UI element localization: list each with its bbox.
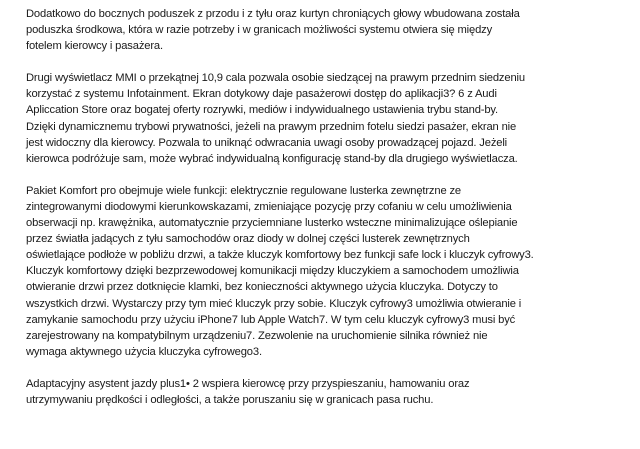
text-line: wszystkich drzwi. Wystarczy przy tym mieć kluczyk przy sobie. Kluczyk cyfrowy3 umożliwia otwieranie i bbox=[26, 297, 522, 310]
text-line: oświetlające podłoże w pobliżu drzwi, a także kluczyk komfortowy bez funkcji safe lock i kluczyk cyfrowy3. bbox=[26, 249, 534, 262]
text-line: zamykanie samochodu przy użyciu iPhone7 lub Apple Watch7. W tym celu kluczyk cyfrowy3 musi być bbox=[26, 313, 516, 326]
text-line: obserwacji np. krawężnika, automatycznie przyciemniane lusterko wsteczne minimalizujące oślepianie bbox=[26, 217, 518, 230]
document-body bbox=[26, 6, 626, 424]
text-line: Kluczyk komfortowy dzięki bezprzewodowej komunikacji między kluczykiem a samochodem umożliwia bbox=[26, 265, 519, 278]
paragraph bbox=[26, 376, 626, 408]
text-line: otwieranie drzwi przez dotknięcie klamki, bez konieczności aktywnego użycia kluczyka. Dotyczy to bbox=[26, 281, 498, 294]
text-line: korzystać z systemu Infotainment. Ekran dotykowy daje pasażerowi dostęp do aplikacji3? 6 z Audi bbox=[26, 88, 497, 101]
paragraph bbox=[26, 183, 626, 360]
paragraph bbox=[26, 6, 626, 54]
text-line: zarejestrowany na kompatybilnym urządzeniu7. Zezwolenie na uruchomienie silnika również nie bbox=[26, 329, 488, 342]
text-line: poduszka środkowa, która w razie potrzeby i w granicach możliwości systemu otwiera się między bbox=[26, 24, 493, 37]
text-line: wymaga aktywnego użycia kluczyka cyfrowego3. bbox=[26, 345, 262, 358]
text-line: Drugi wyświetlacz MMI o przekątnej 10,9 cala pozwala osobie siedzącej na prawym przednim siedzeniu bbox=[26, 72, 525, 85]
text-line: zintegrowanymi diodowymi kierunkowskazami, zmieniające pozycję przy cofaniu w celu umożliwienia bbox=[26, 200, 512, 213]
text-line: utrzymywaniu prędkości i odległości, a także poruszaniu się w granicach pasa ruchu. bbox=[26, 393, 434, 406]
paragraph bbox=[26, 70, 626, 167]
text-line: jest widoczny dla kierowcy. Pozwala to uniknąć odwracania uwagi osoby prowadzącej pojazd. Jeżeli bbox=[26, 136, 508, 149]
text-line: przez światła jadących z tyłu samochodów oraz diody w dolnej części lusterek zewnętrznych bbox=[26, 233, 470, 246]
text-line: Adaptacyjny asystent jazdy plus1• 2 wspiera kierowcę przy przyspieszaniu, hamowaniu oraz bbox=[26, 377, 470, 390]
text-line: Dodatkowo do bocznych poduszek z przodu i z tyłu oraz kurtyn chroniących głowy wbudowana została bbox=[26, 8, 520, 20]
text-line: Apliccation Store oraz bogatej oferty rozrywki, mediów i indywidualnego ustawienia trybu stand-by. bbox=[26, 104, 498, 117]
text-line: kierowca podróżuje sam, może wybrać indywidualną konfigurację stand-by dla drugiego wyświetlacza. bbox=[26, 152, 518, 165]
text-line: Dzięki dynamicznemu trybowi prywatności, jeżeli na prawym przednim fotelu siedzi pasażer, ekran nie bbox=[26, 120, 517, 133]
text-line: Pakiet Komfort pro obejmuje wiele funkcji: elektrycznie regulowane lusterka zewnętrzne ze bbox=[26, 184, 461, 197]
text-line: fotelem kierowcy i pasażera. bbox=[26, 40, 163, 53]
